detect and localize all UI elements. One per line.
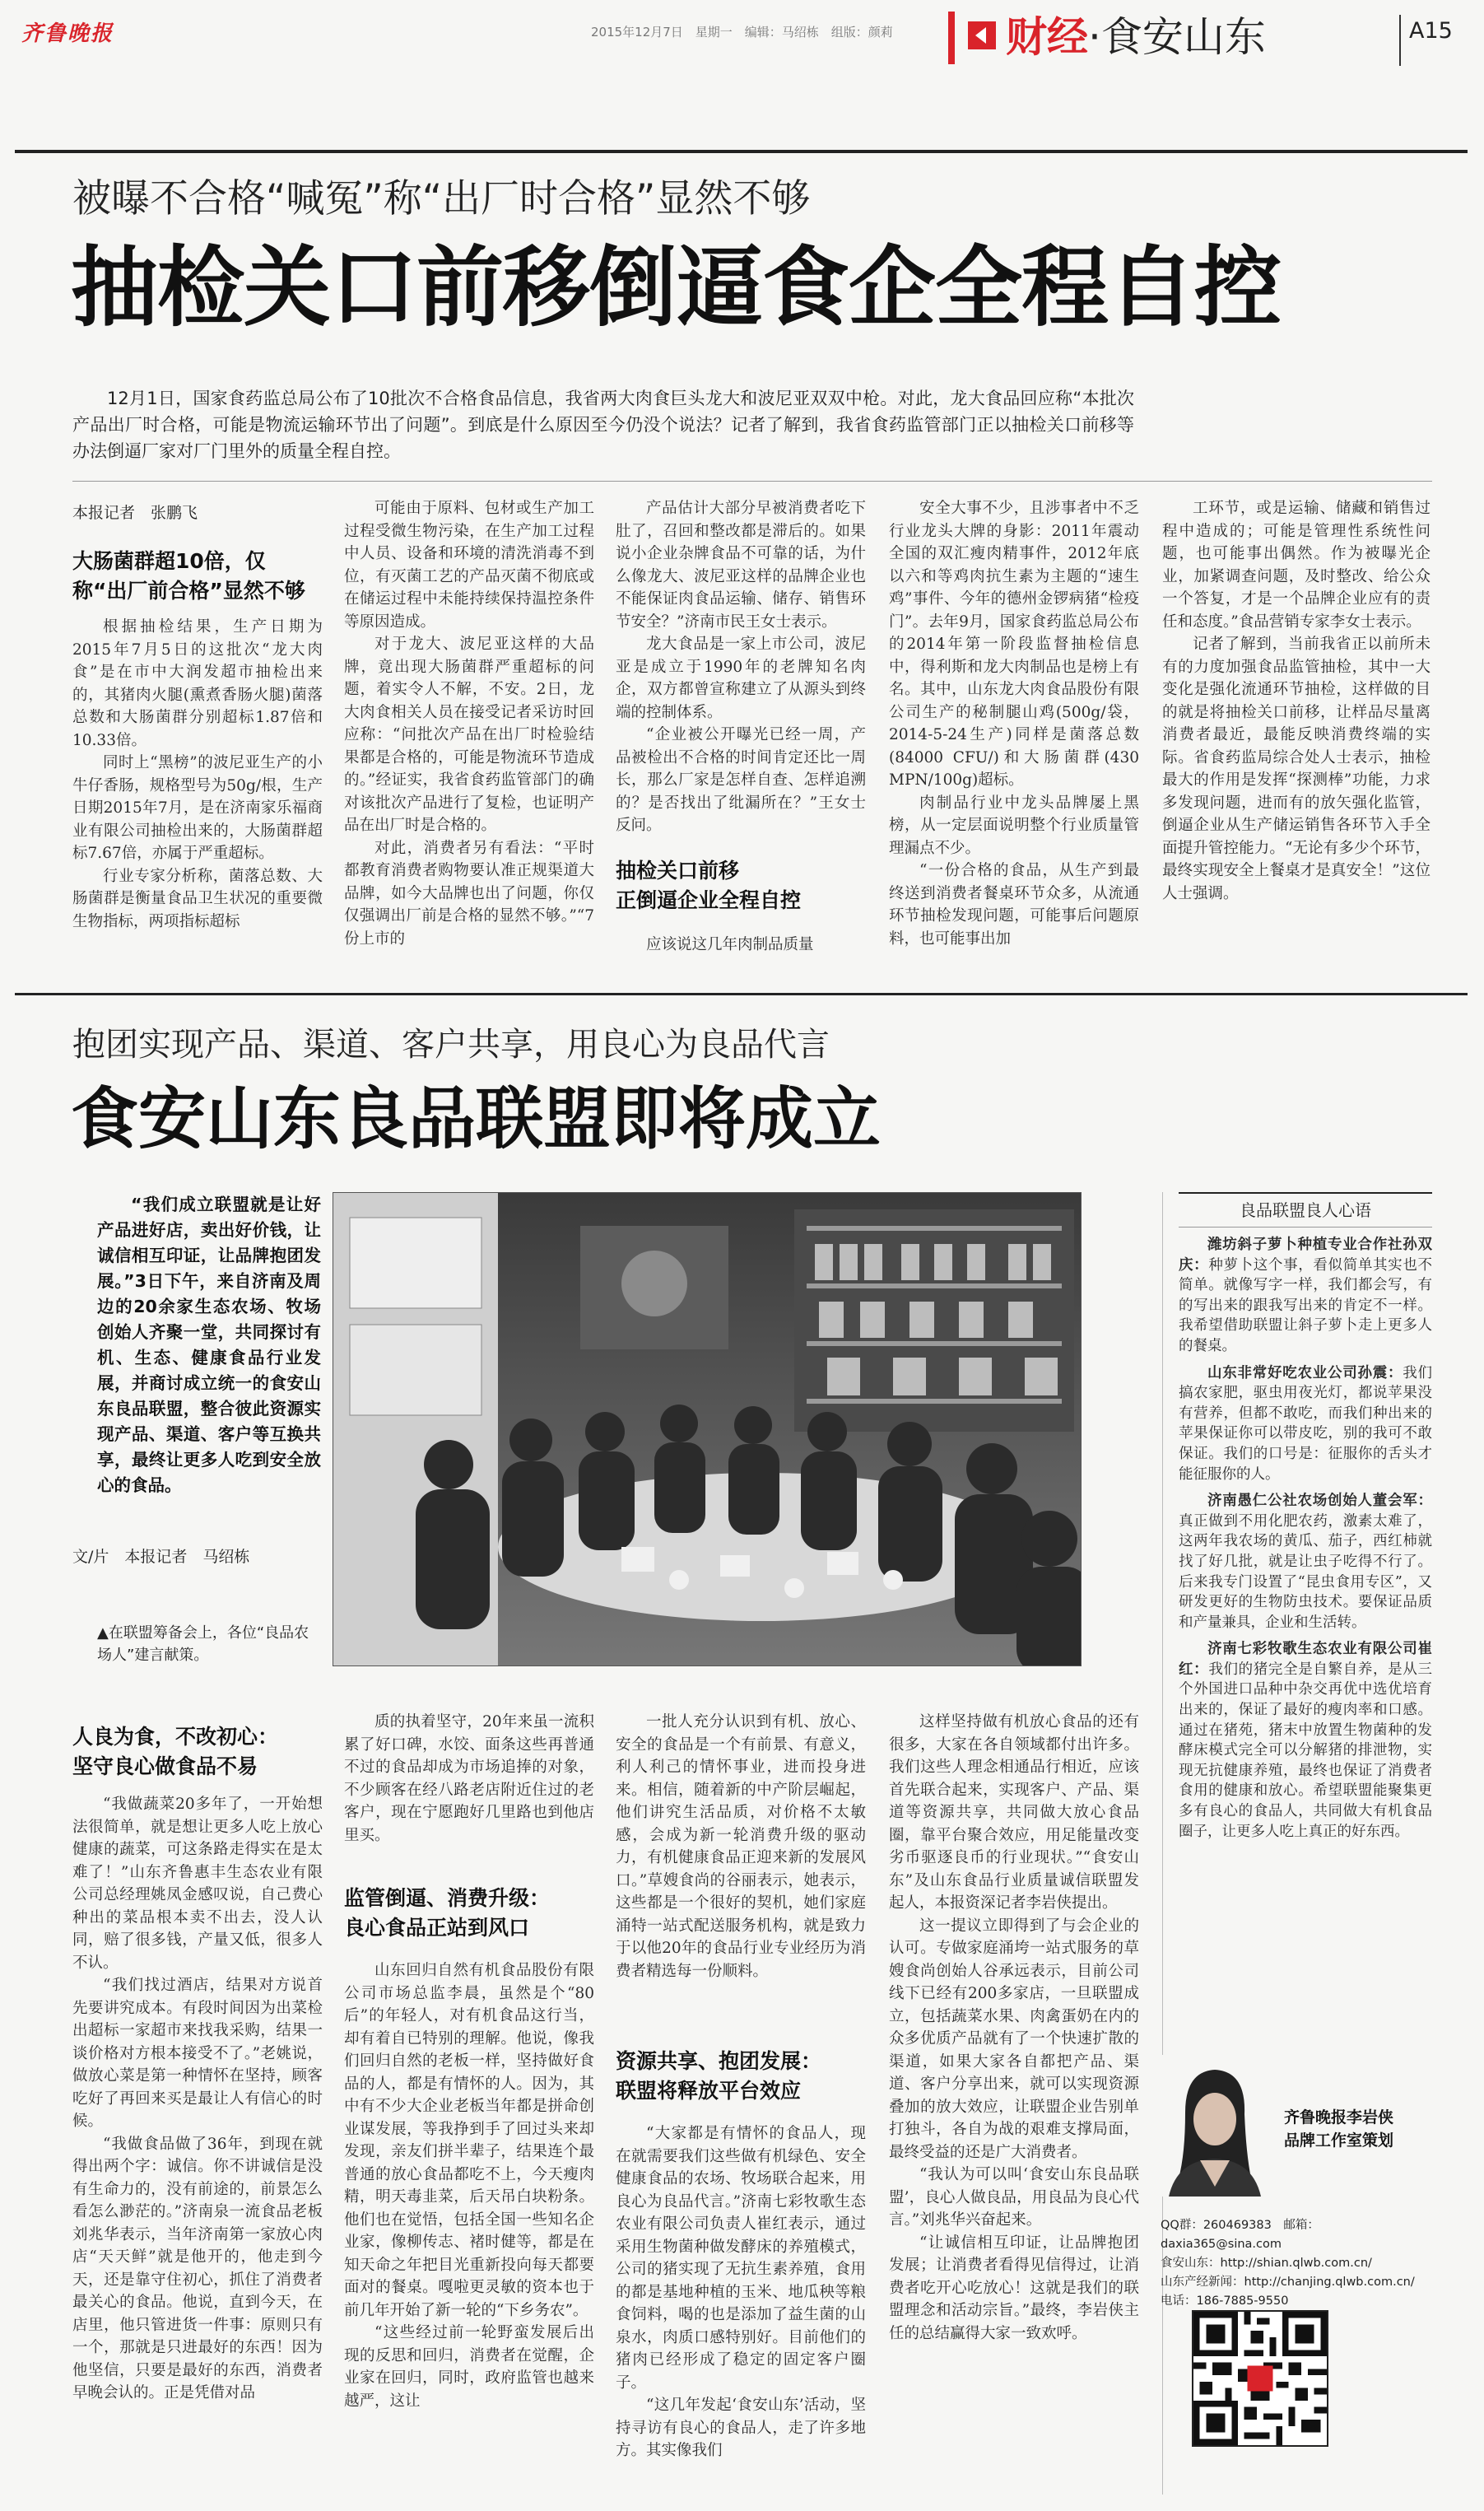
sidebar-quote — [1179, 1235, 1432, 1357]
article1-subhead-2: 抽检关口前移 正倒逼企业全程自控 — [616, 859, 802, 912]
contact-qq-email: QQ群：260469383 邮箱：daxia365@sina.com — [1161, 2219, 1319, 2251]
sidebar-quote-speaker: 济南七彩牧歌生态农业有限公司崔红： — [1179, 1641, 1432, 1678]
article2-kicker: 抱团实现产品、渠道、客户共享，用良心为良品代言 — [72, 1026, 830, 1064]
article1-column-4 — [889, 497, 1139, 962]
paragraph: 应该说这几年肉制品质量 — [646, 936, 814, 953]
paragraph: 行业专家分析称，菌落总数、大肠菌群是衡量食品卫生状况的重要微生物指标，两项指标超标 — [72, 867, 323, 930]
studio-portrait — [1161, 2055, 1269, 2197]
article2-column-2 — [344, 1711, 594, 1875]
date-line: 2015年12月7日 星期一 编辑：马绍栋 组版：颜莉 — [591, 25, 893, 40]
article2-subhead-1: 人良为食，不改初心： 坚守良心做食品不易 — [72, 1725, 279, 1778]
paragraph: “这几年发起‘食安山东’活动，坚持寻访有良心的食品人，走了许多地方。其实像我们 — [616, 2397, 866, 2459]
contact-chanjing-link[interactable]: 山东产经新闻：http://chanjing.qlwb.com.cn/ — [1161, 2276, 1415, 2289]
article2-column-3 — [616, 1711, 866, 2037]
sidebar-title: 良品联盟良人心语 — [1240, 1200, 1371, 1220]
sidebar-quote — [1179, 1639, 1432, 1842]
sidebar-quote-speaker: 济南愚仁公社农场创始人董会军： — [1207, 1493, 1432, 1510]
paragraph: 质的执着坚守，20年来虽一流积累了好口碑，水饺、面条这些再普通不过的食品却成为市场追捧的对象，不少顾客在经八路老店附近住过的老客户，现在宁愿跑好几里路也到他店里买。 — [344, 1713, 594, 1844]
sidebar-quote-speaker: 山东非常好吃农业公司孙震： — [1207, 1364, 1403, 1381]
article2-column-3b — [616, 2122, 866, 2493]
paragraph: “我做食品做了36年，到现在就得出两个字：诚信。你不讲诚信是没有生命力的，没有前途的，前景怎么看怎么渺茫的。”济南泉一流食品老板刘兆华表示，当年济南第一家放心肉店“天天鲜”就是他开的，他走到今天，还是靠守住初心，抓住了消费者最关心的食品。他说，直到今天，在店里，他只管进货一件事：原则只有一个，那就是只进最好的东西！因为他坚信，只要是最好的东西，消费者早晚会认的。正是凭借对品 — [72, 2135, 323, 2402]
qr-code[interactable] — [1192, 2310, 1328, 2447]
meeting-photo-illustration — [333, 1193, 1081, 1665]
section-title — [1006, 12, 1266, 63]
article1-column-2 — [344, 497, 594, 962]
sidebar-quote-text: 种萝卜这个事，看似简单其实也不简单。就像写字一样，我们都会写，有的写出来的跟我写出来的肯定不一样。我希望借助联盟让斜子萝卜走上更多人的餐桌。 — [1179, 1256, 1432, 1354]
sidebar-quote — [1179, 1491, 1432, 1633]
sidebar-quote-text: 真正做到不用化肥农药，激素太难了，这两年我农场的黄瓜、茄子，西红柿就找了好几批，就是让虫子吃得不行了。后来我专门设置了“昆虫食用专区”，又研发更好的生物防虫技术。要保证品质和产量兼具，企业和生活转。 — [1179, 1512, 1432, 1631]
article2-subhead-2: 监管倒逼、消费升级： 良心食品正站到风口 — [344, 1886, 551, 1940]
paragraph: 对于龙大、波尼亚这样的大品牌，竟出现大肠菌群严重超标的问题，着实令人不解，不安。2日，龙大肉食相关人员在接受记者采访时回应称：“问批次产品在出厂时检验结果都是合格的，可能是物流环节造成的。”经证实，我省食药监管部门的确对该批次产品进行了复检，也证明产品在出厂时是合格的。 — [344, 636, 594, 834]
paragraph: 同时上“黑榜”的波尼亚生产的小牛仔香肠，规格型号为50g/根，生产日期2015年7月，是在济南家乐福商业有限公司抽检出来的，大肠菌群超标7.67倍，亦属于严重超标。 — [72, 754, 323, 862]
paragraph: 可能由于原料、包材或生产加工过程受微生物污染，在生产加工过程中人员、设备和环境的清洗消毒不到位，有灭菌工艺的产品灭菌不彻底或在储运过程中未能持续保持温控条件等原因造成。 — [344, 500, 594, 631]
header-rule — [15, 150, 1468, 153]
paragraph: 这样坚持做有机放心食品的还有很多，大家在各自领域都付出许多。我们这些人理念相通品行相近，应该首先联合起来，实现客户、产品、渠道等资源共享，共同做大放心食品圈，靠平台聚合效应，用足能量改变劣币驱逐良币的行业现状。”“食安山东”及山东食品行业质量诚信联盟发起人，本报资深记者李岩侠提出。 — [889, 1713, 1139, 1912]
paragraph: 记者了解到，当前我省正以前所未有的力度加强食品监管抽检，其中一大变化是强化流通环节抽检，这样做的目的就是将抽检关口前移，让样品尽量离消费者最近，最能反映消费终端的实际。省食药监局综合处人士表示，抽检最大的作用是发挥“探测棒”功能，力求多发现问题，进而有的放矢强化监管，倒逼企业从生产储运销售各环节入手全面提升管控能力。“无论有多少个环节，最终实现安全上餐桌才是真安全！”这位人士强调。 — [1162, 636, 1431, 902]
page-number-divider — [1399, 15, 1401, 66]
paragraph: 肉制品行业中龙头品牌屡上黑榜，从一定层面说明整个行业质量管理漏点不少。 — [889, 794, 1139, 857]
sidebar-quote-text: 我们的猪完全是自繁自养，是从三个外国进口品种中杂交再优中选优培育出来的，保证了最好的瘦肉率和口感。通过在猪苑，猪末中放置生物菌种的发酵床模式完全可以分解猪的排泄物，实现无抗健康养殖，最终也保证了消费者食用的健康和放心。希望联盟能聚集更多有良心的食品人，共同做大有机食品圈子，让更多人吃上真正的好东西。 — [1179, 1661, 1432, 1840]
section-tag-bar — [948, 12, 955, 64]
article2-column-2b — [344, 1959, 594, 2493]
paragraph: “一份合格的食品，从生产到最终送到消费者餐桌环节众多，从流通环节抽检发现问题，可能事后问题原料，也可能事出加 — [889, 862, 1139, 948]
portrait-illustration — [1161, 2055, 1269, 2197]
page-number: A15 — [1409, 18, 1453, 44]
paragraph: 根据抽检结果，生产日期为2015年7月5日的这批次“龙大肉食”是在市中大润发超市抽检出来的，其猪肉火腿(熏煮香肠火腿)菌落总数和大肠菌群分别超标1.87倍和10.33倍。 — [72, 618, 323, 749]
article2-headline: 食安山东良品联盟即将成立 — [71, 1080, 882, 1158]
paragraph: “这些经过前一轮野蛮发展后出现的反思和回归，消费者在觉醒，企业家在回归，同时，政府监管也越来越严，这让 — [344, 2324, 594, 2410]
article1-lead: 12月1日，国家食药监总局公布了10批次不合格食品信息，我省两大肉食巨头龙大和波尼亚双双中枪。对此，龙大食品回应称“本批次产品出厂时合格，可能是物流运输环节出了问题”。到底是什么原因至今仍没个说法？记者了解到，我省食药监管部门正以抽检关口前移等办法倒逼厂家对厂门里外的质量全程自控。 — [72, 389, 1134, 461]
sidebar-quotes — [1179, 1235, 1432, 1902]
paragraph: 工环节，或是运输、储藏和销售过程中造成的；可能是管理性系统性问题，也可能事出偶然。作为被曝光企业，加紧调查问题，及时整改、给公众一个答复，才是一个品牌企业应有的责任和态度。”食品营销专家李女士表示。 — [1162, 500, 1431, 631]
article2-subhead-3: 资源共享、抱团发展： 联盟将释放平台效应 — [616, 2049, 822, 2103]
contact-info — [1161, 2216, 1432, 2311]
contact-phone: 电话：186-7885-9550 — [1161, 2294, 1289, 2308]
paragraph: “大家都是有情怀的食品人，现在就需要我们这些做有机绿色、安全健康食品的农场、牧场联合起来，用良心为良品代言。”济南七彩牧歌生态农业有限公司负责人崔红表示，通过采用生物菌种做发酵床的养殖模式，公司的猪实现了无抗生素养殖，食用的都是基地种植的玉米、地瓜秧等粮食饲料，喝的也是添加了益生菌的山泉水，肉质口感特别好。目前他们的猪肉已经形成了稳定的固定客户圈子。 — [616, 2125, 866, 2392]
article2-byline: 文/片 本报记者 马绍栋 — [72, 1548, 250, 1566]
paragraph: 安全大事不少，且涉事者中不乏行业龙头大牌的身影：2011年震动全国的双汇瘦肉精事件，2012年底以六和等鸡肉抗生素为主题的“速生鸡”事件、今年的德州金锣病猪“检疫门”。去年9月，国家食药监总局公布的2014年第一阶段监督抽检信息中，得利斯和龙大肉制品也是榜上有名。其中，山东龙大肉食品股份有限公司生产的秘制腿山鸡(500g/袋，2014-5-24生产)同样是菌落总数(84000 CFU/)和大肠菌群(430 MPN/100g)超标。 — [889, 500, 1139, 789]
article1-subhead-1: 大肠菌群超10倍，仅称“出厂前合格”显然不够 — [72, 549, 305, 603]
contact-shian-link[interactable]: 食安山东：http://shian.qlwb.com.cn/ — [1161, 2257, 1372, 2270]
paragraph: 山东回归自然有机食品股份有限公司市场总监李晨，虽然是个“80后”的年轻人，对有机食品这行当，却有着自已特别的理解。他说，像我们回归自然的老板一样，坚持做好食品的人，都是有情怀的人。因为，其中有不少大企业老板当年都是拼命创业谋发展，等我挣到手了回过头来却发现，亲友们拼半辈子，结果连个最普通的放心食品都吃不上，今天瘦肉精，明天毒韭菜，后天吊白块粉条。他们也在觉悟，包括全国一些知名企业家，像柳传志、褚时健等，都是在知天命之年把目光重新投向每天都要面对的餐桌。嘎啦更灵敏的资本也于前几年开始了新一轮的“下乡务农”。 — [344, 1962, 594, 2319]
article1-headline: 抽检关口前移倒逼食企全程自控 — [71, 237, 1281, 338]
article1-kicker: 被曝不合格“喊冤”称“出厂时合格”显然不够 — [72, 176, 811, 221]
sidebar-quote-speaker: 潍坊斜子萝卜种植专业合作社孙双庆： — [1179, 1237, 1432, 1274]
studio-name: 齐鲁晚报李岩侠 品牌工作室策划 — [1284, 2108, 1394, 2150]
masthead-logo: 齐鲁晚报 — [21, 21, 114, 46]
article2-lead: “我们成立联盟就是让好产品进好店，卖出好价钱，让诚信相互印证，让品牌抱团发展。”3日下午，来自济南及周边的20余家生态农场、牧场创始人齐聚一堂，共同探讨有机、生态、健康食品行业发展，并商讨成立统一的食安山东良品联盟，整合彼此资源实现产品、渠道、客户等互换共享，最终让更多人吃到安全放心的食品。 — [97, 1195, 321, 1495]
article1-column-3 — [616, 497, 866, 843]
article2-column-4 — [889, 1711, 1139, 2493]
paragraph: “我认为可以叫‘食安山东良品联盟’，良心人做良品，用良品为良心代言。”刘兆华兴奋起来。 — [889, 2166, 1139, 2229]
paragraph: 一批人充分认识到有机、放心、安全的食品是一个有前景、有意义，利人利己的情怀事业，进而投身进来。相信，随着新的中产阶层崛起，他们讲究生活品质，对价格不太敏感，会成为新一轮消费升级的驱动力，有机健康食品正迎来新的发展风口。”草嫂食尚的谷丽表示，她表示，这些都是一个很好的契机，她们家庭涌特一站式配送服务机构，就是致力于以他20年的食品行业专业经历为消费者精选每一份顺料。 — [616, 1713, 866, 1980]
article1-column-5 — [1162, 497, 1431, 962]
section-short: 财经 — [1006, 13, 1088, 61]
sidebar-quote-text: 我们搞农家肥，驱虫用夜光灯，都说苹果没有营养，但都不敢吃，而我们种出来的苹果保证你可以带皮吃，别的我可不敢保证。我们的口号是：征服你的舌头才能征服你的人。 — [1179, 1364, 1432, 1483]
qr-code-pattern — [1193, 2312, 1327, 2445]
section-sub: ·食安山东 — [1088, 13, 1266, 61]
paragraph: 产品估计大部分早被消费者吃下肚了，召回和整改都是滞后的。如果说小企业杂牌食品不可靠的话，为什么像龙大、波尼亚这样的品牌企业也不能保证肉食品运输、储存、销售环节安全？”济南市民王女士表示。 — [616, 500, 866, 631]
paragraph: 龙大食品是一家上市公司，波尼亚是成立于1990年的老牌知名肉企，双方都曾宣称建立了从源头到终端的控制体系。 — [616, 636, 866, 721]
article1-column-3b — [616, 934, 866, 963]
paragraph: 对此，消费者另有看法：“平时都教育消费者购物要认准正规渠道大品牌，如今大品牌也出了问题，你仅仅强调出厂前是合格的显然不够。”“7份上市的 — [344, 839, 594, 948]
meeting-photo — [333, 1192, 1082, 1666]
paragraph: “企业被公开曝光已经一周，产品被检出不合格的时间肯定还比一周长，那么厂家是怎样自查、怎样追溯的？是否找出了纰漏所在？”王女士反问。 — [616, 726, 866, 834]
section-arrow-icon — [968, 21, 996, 49]
article2-column-1 — [72, 1793, 323, 2493]
article1-column-1 — [72, 616, 323, 962]
article1-byline: 本报记者 张鹏飞 — [72, 504, 198, 522]
paragraph: “我做蔬菜20多年了，一开始想法很简单，就是想让更多人吃上放心健康的蔬菜，可这条路走得实在是太难了！”山东齐鲁惠丰生态农业有限公司总经理姚凤金感叹说，自己费心种出的菜品根本卖不出去，没人认同，赔了很多钱，产量又低，很多人不认。 — [72, 1796, 323, 1972]
paragraph: “我们找过酒店，结果对方说首先要讲究成本。有段时间因为出菜检出超标一家超市来找我采购，结果一谈价格对方根本接受不了。”老姚说，做放心菜是第一种情怀在坚持，顾客吃好了再回来买是最让人有信心的时候。 — [72, 1977, 323, 2130]
paragraph: “让诚信相互印证，让品牌抱团发展；让消费者看得见信得过，让消费者吃开心吃放心！这就是我们的联盟理念和活动宗旨。”最终，李岩侠主任的总结赢得大家一致欢呼。 — [889, 2234, 1139, 2342]
article1-lead-rule — [72, 481, 1432, 482]
article1-bottom-rule — [15, 993, 1468, 995]
article2-photo-caption: ▲在联盟筹备会上，各位“良品农场人”建言献策。 — [97, 1624, 309, 1664]
paragraph: 这一提议立即得到了与会企业的认可。专做家庭涌垮一站式服务的草嫂食尚创始人谷承远表示，目前公司线下已经有200多家店，一旦联盟成立，包括蔬菜水果、肉禽蛋奶在内的众多优质产品就有了一个快速扩散的渠道，如果大家各自都把产品、渠道、客户分享出来，就可以实现资源叠加的放大效应，让联盟企业告别单打独斗，各自为战的艰难支撑局面，最终受益的还是广大消费者。 — [889, 1917, 1139, 2161]
sidebar-quote — [1179, 1363, 1432, 1485]
